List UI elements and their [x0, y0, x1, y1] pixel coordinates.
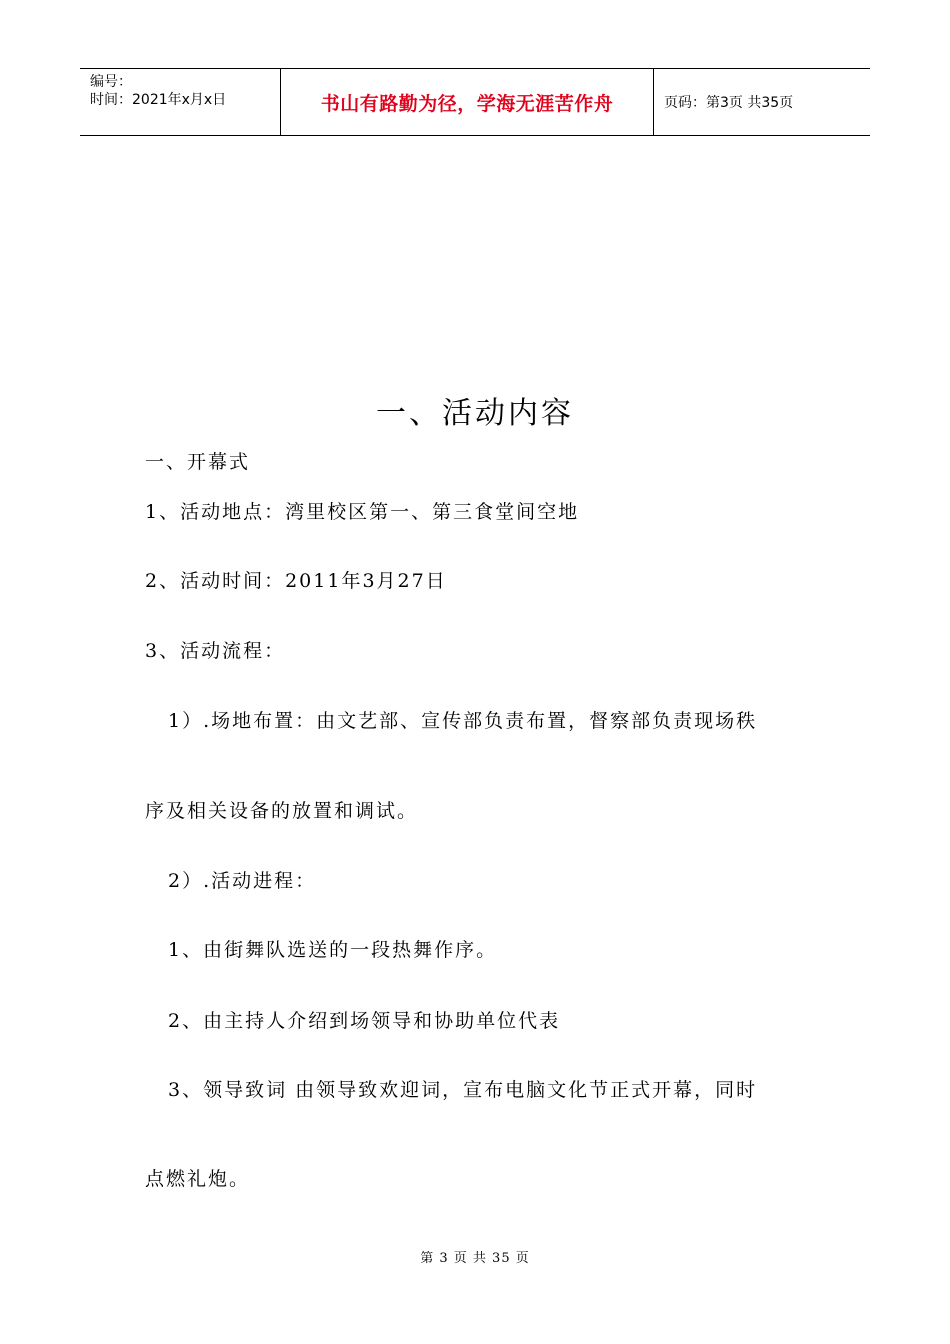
header-meta-cell: [80, 69, 281, 135]
activity-process-heading: 3、活动流程：: [145, 640, 286, 662]
activity-progress-heading: 2）.活动进程：: [168, 870, 317, 892]
document-time-label: 时间：2021年x月x日: [90, 92, 227, 108]
activity-location: 1、活动地点：湾里校区第一、第三食堂间空地: [145, 501, 580, 523]
progress-item-3-line-1: 3、领导致词 由领导致欢迎词，宣布电脑文化节正式开幕，同时: [168, 1079, 758, 1101]
document-number-label: 编号：: [90, 74, 132, 90]
header-motto: 书山有路勤为径，学海无涯苦作舟: [281, 69, 654, 135]
venue-setup-line-2: 序及相关设备的放置和调试。: [145, 800, 419, 822]
heading-opening-ceremony: 一、开幕式: [145, 451, 251, 473]
header-page-code: 页码：第3页 共35页: [664, 95, 794, 111]
progress-item-2: 2、由主持人介绍到场领导和协助单位代表: [168, 1010, 561, 1032]
activity-time: 2、活动时间：2011年3月27日: [145, 570, 447, 592]
document-header: [80, 68, 870, 136]
progress-item-3-line-2: 点燃礼炮。: [145, 1168, 251, 1190]
section-title: 一、活动内容: [376, 396, 574, 431]
progress-item-1: 1、由街舞队选送的一段热舞作序。: [168, 939, 498, 961]
page-footer: 第 3 页 共 35 页: [420, 1251, 530, 1266]
venue-setup-line-1: 1）.场地布置：由文艺部、宣传部负责布置，督察部负责现场秩: [168, 710, 758, 732]
